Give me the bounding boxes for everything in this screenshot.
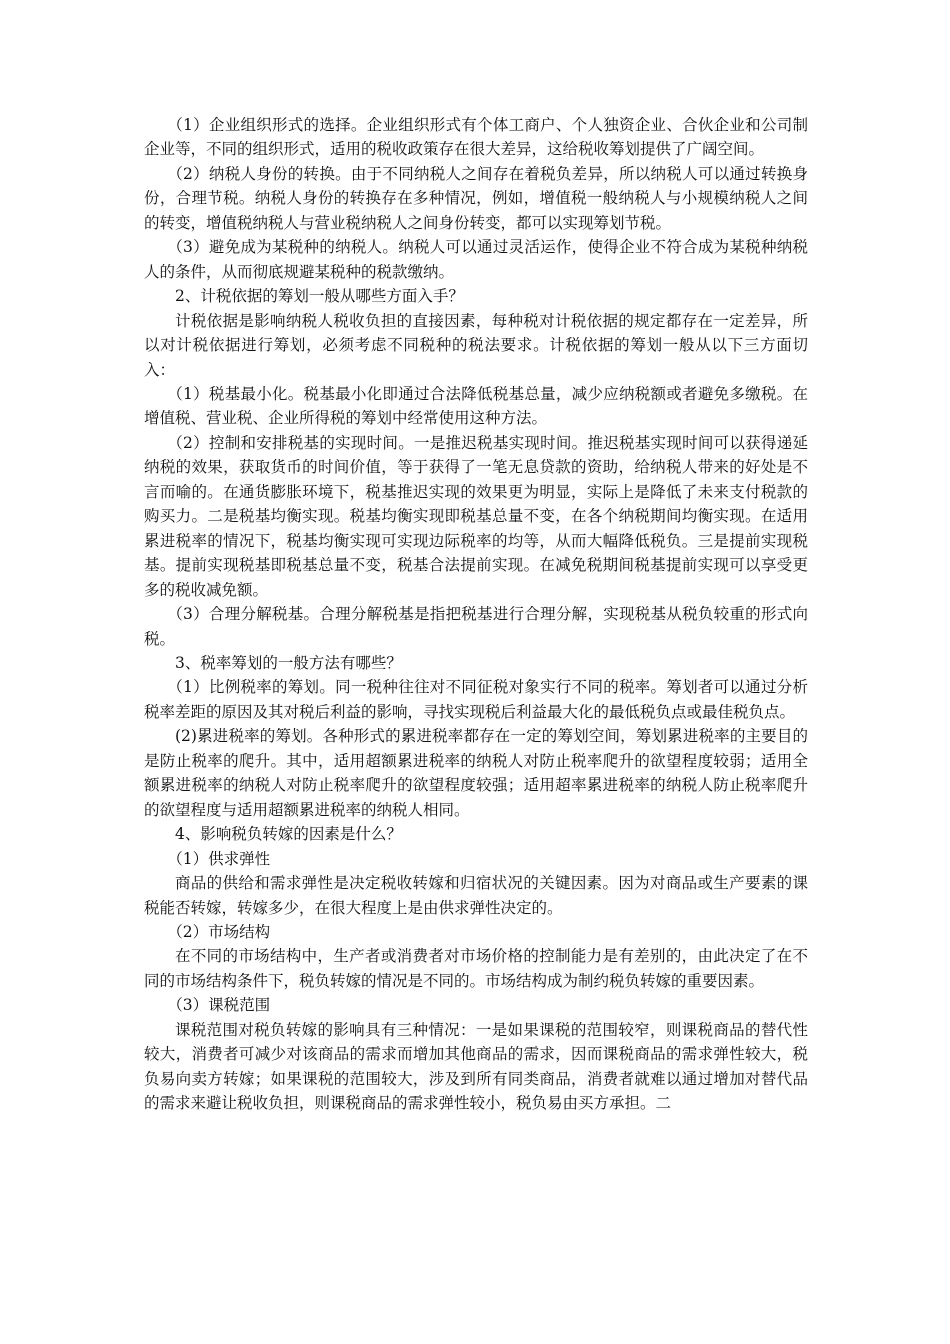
paragraph: （1）比例税率的筹划。同一税种往往对不同征税对象实行不同的税率。筹划者可以通过分析税率差距的原因及其对税后利益的影响，寻找实现税后利益最大化的最低税负点或最佳税负点。 [144,678,808,721]
paragraph: （2）纳税人身份的转换。由于不同纳税人之间存在着税负差异，所以纳税人可以通过转换身份，合理节税。纳税人身份的转换存在多种情况，例如，增值税一般纳税人与小规模纳税人之间的转变，增值税纳税人与营业税纳税人之间身份转变，都可以实现筹划节税。 [144,164,808,232]
subheading: （3）课税范围 [167,996,271,1015]
section-heading: 2、计税依据的筹划一般从哪些方面入手？ [175,287,464,306]
paragraph: 商品的供给和需求弹性是决定税收转嫁和归宿状况的关键因素。因为对商品或生产要素的课税能否转嫁，转嫁多少，在很大程度上是由供求弹性决定的。 [144,874,808,917]
paragraph: 课税范围对税负转嫁的影响具有三种情况：一是如果课税的范围较窄，则课税商品的替代性较大，消费者可减少对该商品的需求而增加其他商品的需求，因而课税商品的需求弹性较大，税负易向卖方转嫁；如果课税的范围较大，涉及到所有同类商品，消费者就难以通过增加对替代品的需求来避让税收负担，则课税商品的需求弹性较小，税负易由买方承担。二 [144,1020,808,1113]
subheading: （1）供求弹性 [167,849,271,868]
paragraph: （3）合理分解税基。合理分解税基是指把税基进行合理分解，实现税基从税负较重的形式向税。 [144,605,808,648]
section-heading: 4、影响税负转嫁的因素是什么？ [175,825,402,844]
paragraph: （2）控制和安排税基的实现时间。一是推迟税基实现时间。推迟税基实现时间可以获得递延纳税的效果，获取货币的时间价值，等于获得了一笔无息贷款的资助，给纳税人带来的好处是不言而喻的。在通货膨胀环境下，税基推迟实现的效果更为明显，实际上是降低了未来支付税款的购买力。二是税基均衡实现。税基均衡实现即税基总量不变，在各个纳税期间均衡实现。在适用累进税率的情况下，税基均衡实现可实现边际税率的均等，从而大幅降低税负。三是提前实现税基。提前实现税基即税基总量不变，税基合法提前实现。在减免税期间税基提前实现可以享受更多的税收减免额。 [144,433,808,599]
paragraph: (2)累进税率的筹划。各种形式的累进税率都存在一定的筹划空间，筹划累进税率的主要目的是防止税率的爬升。其中，适用超额累进税率的纳税人对防止税率爬升的欲望程度较弱；适用全额累进税率的纳税人对防止税率爬升的欲望程度较强；适用超率累进税率的纳税人防止税率爬升的欲望程度与适用超额累进税率的纳税人相同。 [144,727,808,819]
section-heading: 3、税率筹划的一般方法有哪些？ [175,653,402,672]
paragraph: （3）避免成为某税种的纳税人。纳税人可以通过灵活运作，使得企业不符合成为某税种纳税人的条件，从而彻底规避某税种的税款缴纳。 [144,238,808,281]
subheading: （2）市场结构 [167,922,271,941]
document-body [144,113,808,1116]
paragraph: （1）税基最小化。税基最小化即通过合法降低税基总量，减少应纳税额或者避免多缴税。在增值税、营业税、企业所得税的筹划中经常使用这种方法。 [144,384,808,428]
paragraph: （1）企业组织形式的选择。企业组织形式有个体工商户、个人独资企业、合伙企业和公司制企业等，不同的组织形式，适用的税收政策存在很大差异，这给税收筹划提供了广阔空间。 [144,116,808,159]
paragraph: 在不同的市场结构中，生产者或消费者对市场价格的控制能力是有差别的，由此决定了在不同的市场结构条件下，税负转嫁的情况是不同的。市场结构成为制约税负转嫁的重要因素。 [144,947,808,990]
paragraph: 计税依据是影响纳税人税收负担的直接因素，每种税对计税依据的规定都存在一定差异，所以对计税依据进行筹划，必须考虑不同税种的税法要求。计税依据的筹划一般从以下三方面切入： [144,311,808,379]
